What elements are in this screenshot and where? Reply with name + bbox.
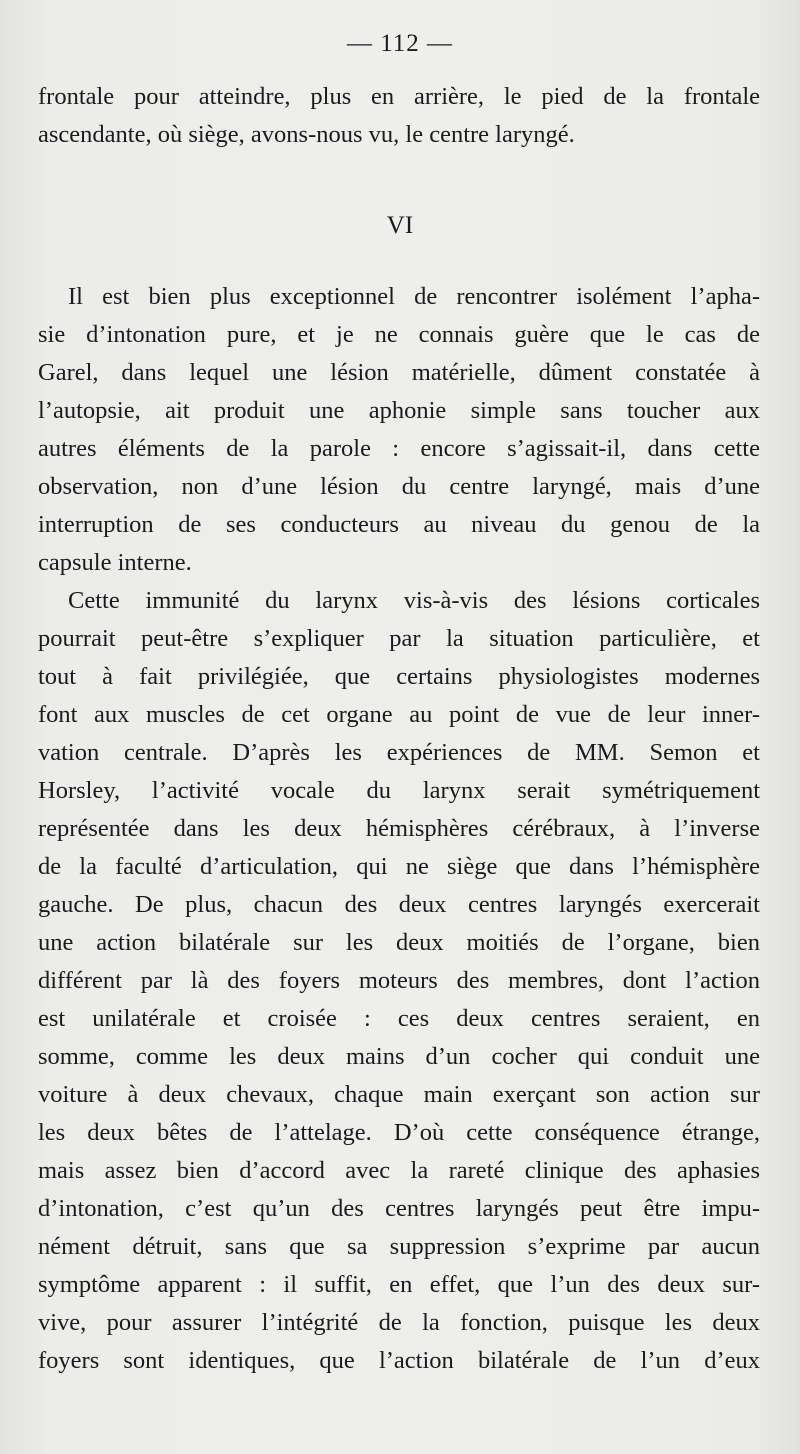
text-line: les deux bêtes de l’attelage. D’où cette conséquence étrange, (38, 1119, 760, 1146)
text-line: ascendante, où siège, avons-nous vu, le centre laryngé. (38, 121, 575, 148)
text-line: Garel, dans lequel une lésion matérielle, dûment constatée à (38, 359, 760, 386)
text-line: Cette immunité du larynx vis-à-vis des lésions corticales (68, 587, 760, 614)
section-heading: VI (386, 212, 414, 239)
text-line: interruption de ses conducteurs au niveau du genou de la (38, 511, 760, 538)
text-line: mais assez bien d’accord avec la rareté clinique des aphasies (38, 1157, 760, 1184)
text-line: font aux muscles de cet organe au point de vue de leur inner- (38, 701, 760, 728)
text-line: somme, comme les deux mains d’un cocher qui conduit une (38, 1043, 760, 1070)
text-line: de la faculté d’articulation, qui ne siège que dans l’hémisphère (38, 853, 760, 880)
text-line: tout à fait privilégiée, que certains physiologistes modernes (38, 663, 760, 690)
text-line: pourrait peut-être s’expliquer par la situation particulière, et (38, 625, 760, 652)
text-line: frontale pour atteindre, plus en arrière, le pied de la frontale (38, 83, 760, 110)
text-line: gauche. De plus, chacun des deux centres laryngés exercerait (38, 891, 760, 918)
text-line: d’intonation, c’est qu’un des centres laryngés peut être impu- (38, 1195, 760, 1222)
text-line: voiture à deux chevaux, chaque main exerçant son action sur (38, 1081, 760, 1108)
text-line: sie d’intonation pure, et je ne connais guère que le cas de (38, 321, 760, 348)
text-line: une action bilatérale sur les deux moitiés de l’organe, bien (38, 929, 760, 956)
page-number: — 112 — (346, 30, 454, 57)
text-line: est unilatérale et croisée : ces deux centres seraient, en (38, 1005, 760, 1032)
text-line: autres éléments de la parole : encore s’agissait-il, dans cette (38, 435, 760, 462)
text-line: nément détruit, sans que sa suppression s’exprime par aucun (38, 1233, 760, 1260)
text-line: foyers sont identiques, que l’action bilatérale de l’un d’eux (38, 1347, 760, 1374)
text-line: représentée dans les deux hémisphères cérébraux, à l’inverse (38, 815, 760, 842)
text-line: symptôme apparent : il suffit, en effet, que l’un des deux sur- (38, 1271, 760, 1298)
text-line: différent par là des foyers moteurs des membres, dont l’action (38, 967, 760, 994)
text-line: capsule interne. (38, 549, 192, 576)
text-line: Il est bien plus exceptionnel de rencontrer isolément l’apha- (68, 283, 760, 310)
text-line: vive, pour assurer l’intégrité de la fonction, puisque les deux (38, 1309, 760, 1336)
text-line: Horsley, l’activité vocale du larynx serait symétriquement (38, 777, 760, 804)
text-line: observation, non d’une lésion du centre laryngé, mais d’une (38, 473, 760, 500)
text-line: l’autopsie, ait produit une aphonie simple sans toucher aux (38, 397, 760, 424)
text-line: vation centrale. D’après les expériences de MM. Semon et (38, 739, 760, 766)
